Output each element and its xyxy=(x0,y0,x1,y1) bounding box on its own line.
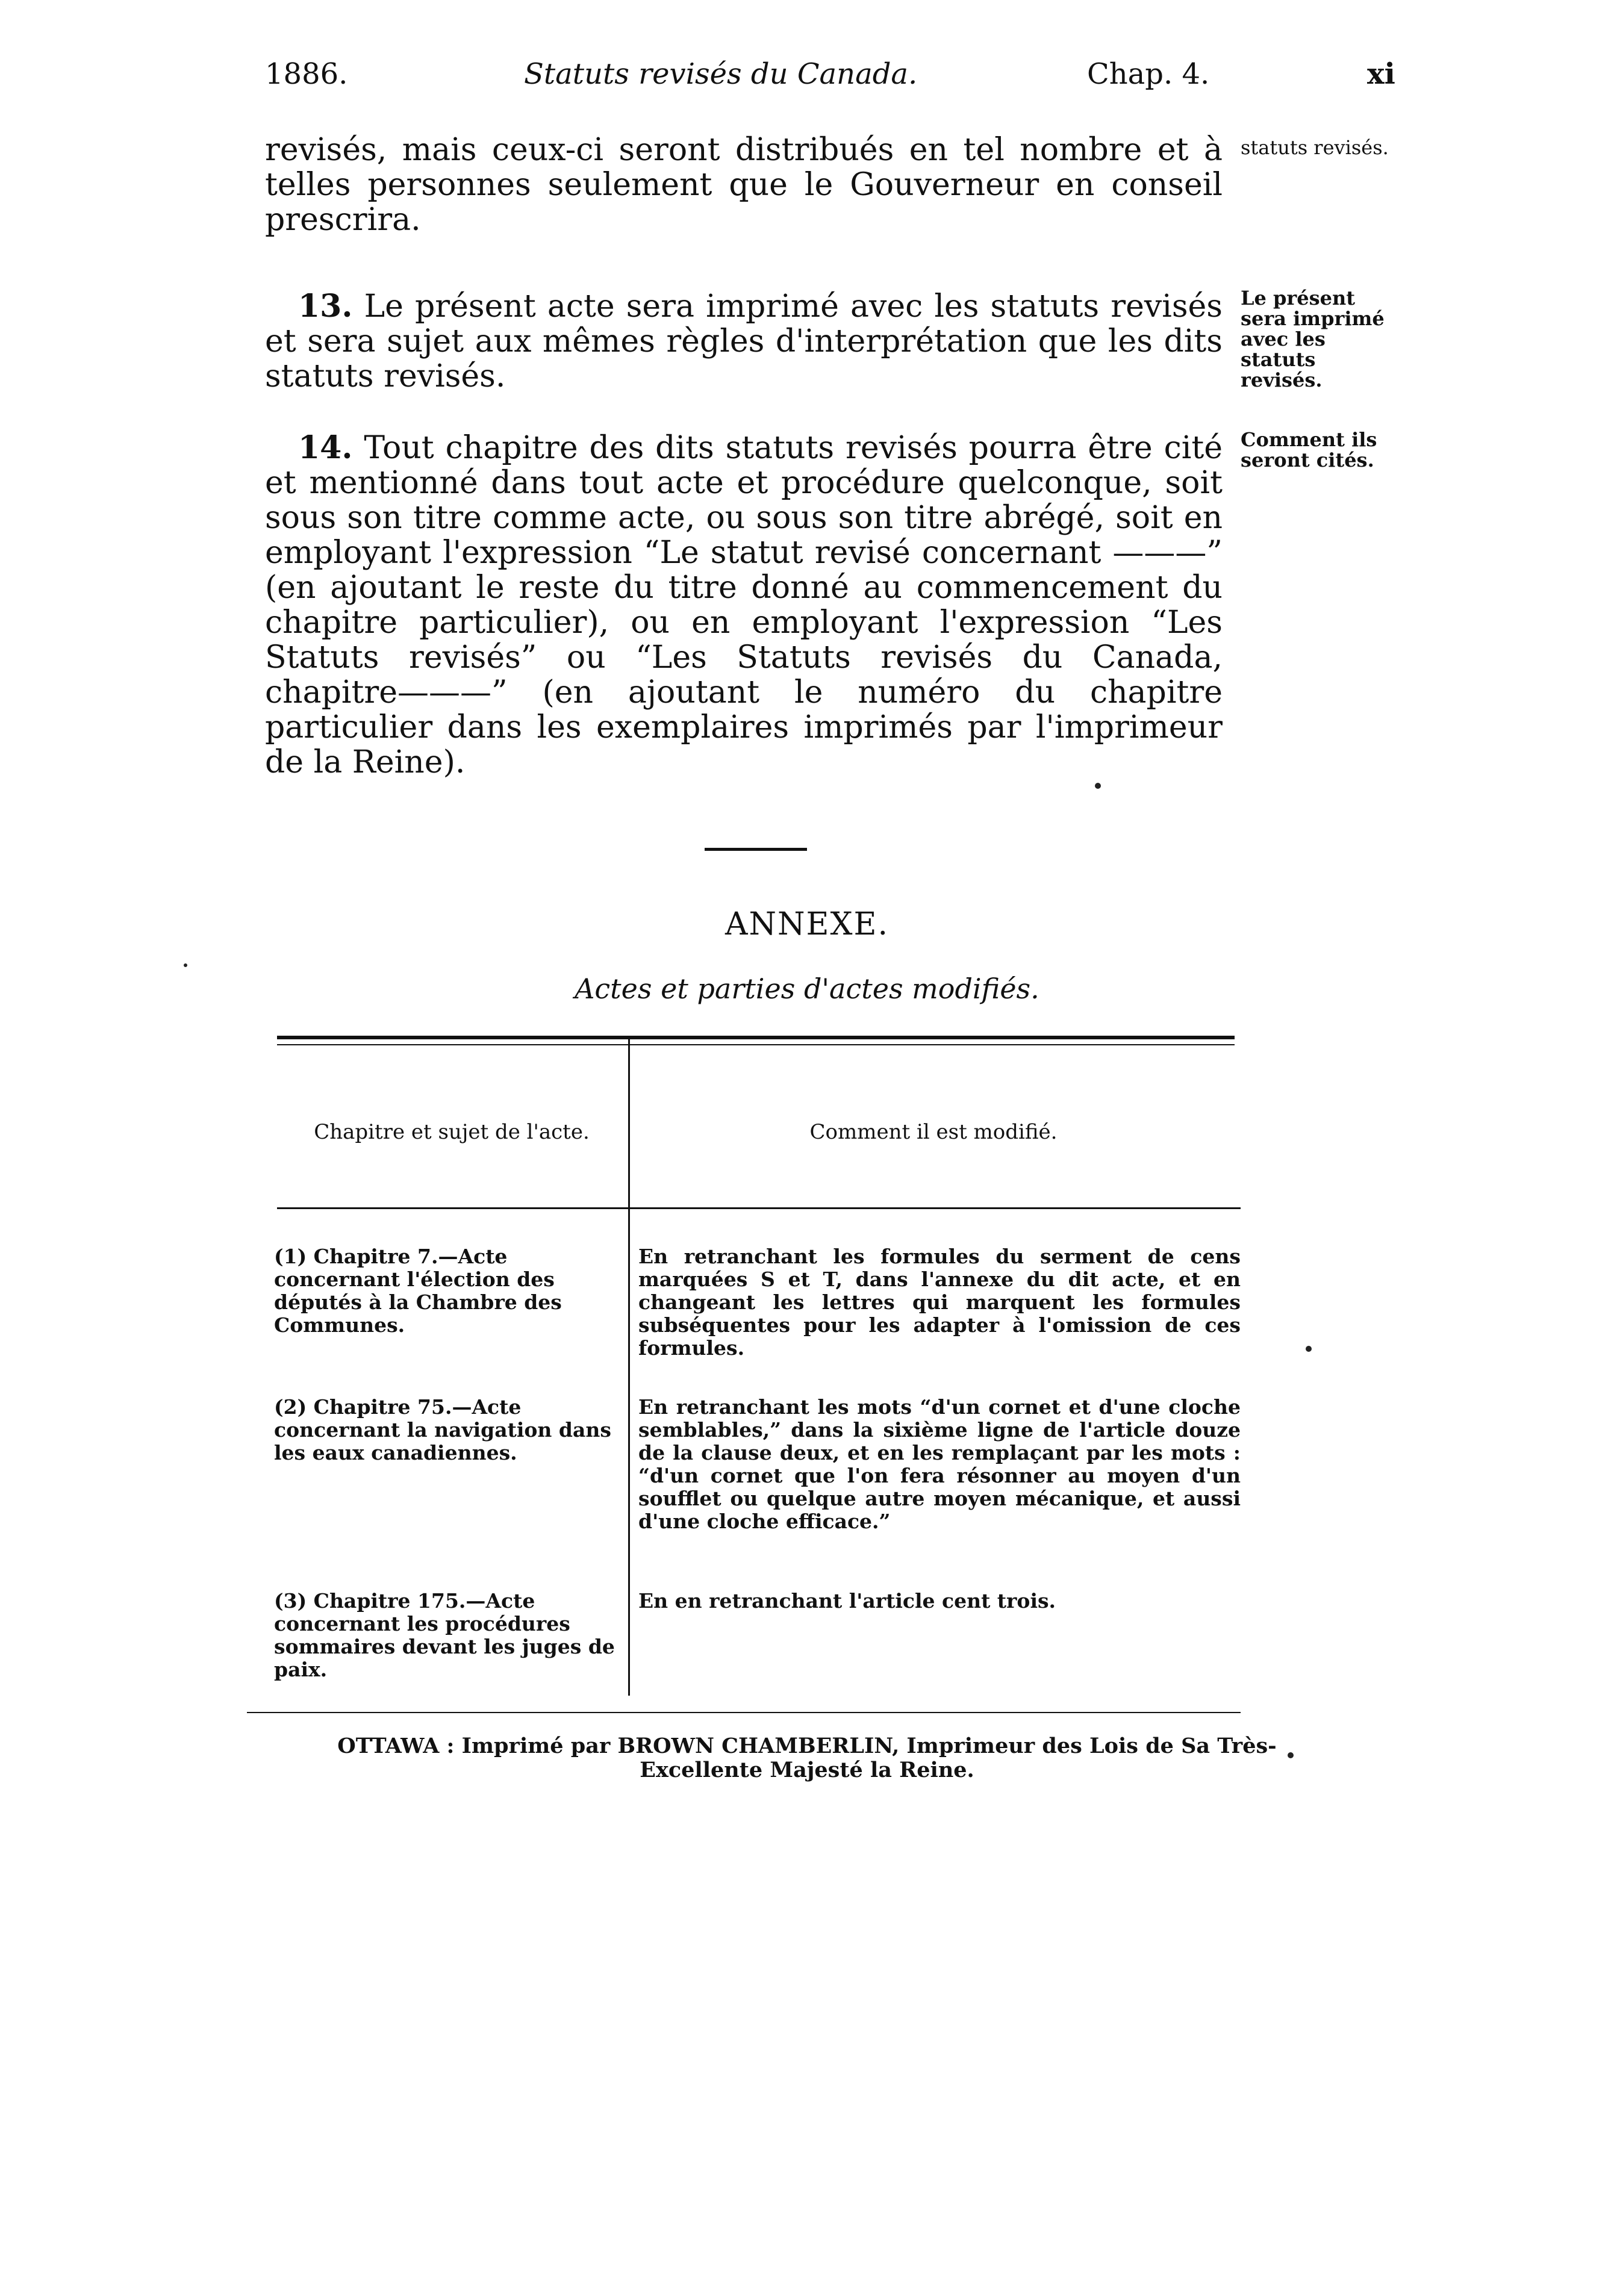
table-row-3-right: En en retranchant l'article cent trois. xyxy=(638,1589,1056,1613)
table-row-1-right: En retranchant les formules du serment de cens marquées S et T, dans l'annexe du dit acte, et en changeant les lettres qui marquent les formules subséquentes pour les adapter à l'omission de ces formules. xyxy=(638,1245,1241,1360)
margin-note-14: Comment ils seront cités. xyxy=(1241,428,1377,471)
running-head-year: 1886. xyxy=(265,57,348,91)
table-row-1-left: (1) Chapitre 7.—Acte concernant l'élection des députés à la Chambre des Communes. xyxy=(274,1245,562,1337)
table-row-2-left: (2) Chapitre 75.—Acte concernant la navigation dans les eaux canadiennes. xyxy=(274,1395,611,1464)
table-header-chapitre: Chapitre et sujet de l'acte. xyxy=(314,1120,590,1144)
section-13-text: Le présent acte sera imprimé avec les statuts revisés et sera sujet aux mêmes règles d'interprétation que les dits statuts revisés. xyxy=(265,288,1223,394)
scan-speck xyxy=(184,963,187,967)
section-13 xyxy=(265,289,1223,394)
scan-speck xyxy=(1095,783,1101,789)
scan-speck xyxy=(1288,1752,1294,1758)
annex-subtitle: Actes et parties d'actes modifiés. xyxy=(575,972,1039,1005)
running-head-title: Statuts revisés du Canada. xyxy=(524,57,918,91)
running-head-chapter: Chap. 4. xyxy=(1087,57,1210,91)
section-13-number: 13. xyxy=(298,288,353,325)
table-header-rule xyxy=(277,1207,1241,1209)
section-14-number: 14. xyxy=(298,429,353,466)
imprint-line-2: Excellente Majesté la Reine. xyxy=(640,1758,974,1782)
continuation-paragraph xyxy=(265,132,1223,237)
table-header-comment: Comment il est modifié. xyxy=(809,1120,1058,1144)
page-number: xi xyxy=(1367,57,1395,91)
section-divider xyxy=(705,848,807,851)
table-top-rule-thin xyxy=(277,1044,1235,1045)
annex-title: ANNEXE. xyxy=(724,906,890,942)
section-14-text: Tout chapitre des dits statuts revisés pourra être cité et mentionné dans tout acte et procédure quelconque, soit sous son titre comme acte, ou sous son titre abrégé, soit en employant l'expression “Le statut revisé concernant ———” (en ajoutant le reste du titre donné au commencement du chapitre particulier), ou en employant l'expression “Les Statuts revisés” ou “Les Statuts revisés du Canada, chapitre———” (en ajoutant le numéro du chapitre particulier dans les exemplaires imprimés par l'imprimeur de la Reine). xyxy=(265,430,1223,780)
section-14 xyxy=(265,431,1223,780)
table-row-2-right: En retranchant les mots “d'un cornet et d'une cloche semblables,” dans la sixième ligne de l'article douze de la clause deux, et en les remplaçant par les mots : “d'un cornet que l'on fera résonner au moyen d'un soufflet ou quelque autre moyen mécanique, et aussi d'une cloche efficace.” xyxy=(638,1395,1241,1533)
table-row-3-left: (3) Chapitre 175.—Acte concernant les procédures sommaires devant les juges de paix. xyxy=(274,1589,615,1681)
table-top-rule xyxy=(277,1036,1235,1039)
imprint-line-1: OTTAWA : Imprimé par BROWN CHAMBERLIN, Imprimeur des Lois de Sa Très- xyxy=(337,1734,1277,1758)
printer-imprint xyxy=(0,1734,1614,1782)
continuation-text: revisés, mais ceux-ci seront distribués en tel nombre et à telles personnes seulement que le Gouverneur en conseil prescrira. xyxy=(265,132,1223,238)
margin-note-statuts: statuts revisés. xyxy=(1241,136,1389,159)
scan-speck xyxy=(1306,1346,1312,1352)
table-bottom-rule xyxy=(247,1712,1241,1713)
margin-note-13: Le présent sera imprimé avec les statuts revisés. xyxy=(1241,287,1385,391)
table-column-divider xyxy=(628,1039,630,1696)
